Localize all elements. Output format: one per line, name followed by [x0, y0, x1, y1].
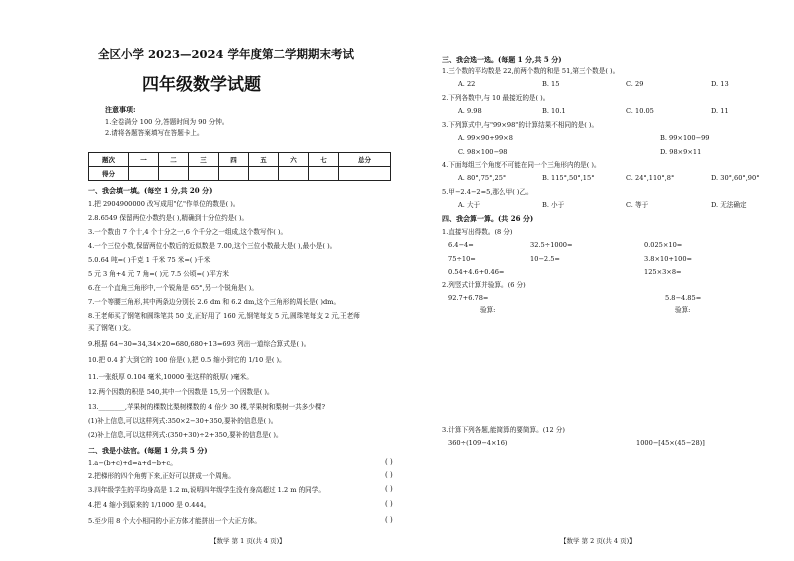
table-cell — [129, 167, 159, 181]
answer-parentheses[interactable]: ( ) — [385, 471, 393, 479]
question-line: (2)补上信息,可以这样列式:(350+30)÷2+350,要补的信息是( )。 — [88, 431, 283, 439]
notes-heading: 注意事项: — [105, 105, 136, 114]
question-line: 4.一个三位小数,保留两位小数后的近似数是 7.00,这个三位小数最大是( ),最小是( )。 — [88, 242, 337, 250]
question-line: 12.两个因数的积是 540,其中一个因数是 15,另一个因数是( )。 — [88, 388, 274, 396]
page-footer: 【数学 第 2 页(共 4 页)】 — [560, 537, 636, 545]
choice-option: A. 大于 — [458, 201, 481, 209]
page-footer: 【数学 第 1 页(共 4 页)】 — [210, 537, 286, 545]
exam-title: 全区小学 2023—2024 学年度第二学期期末考试 — [98, 47, 355, 61]
table-cell — [249, 167, 279, 181]
choice-question: 4.下面每组三个角度不可能在同一个三角形内的是( )。 — [442, 161, 601, 169]
check-label: 验算: — [480, 306, 496, 314]
choice-question: 1.三个数的平均数是 22,前两个数的和是 51,第三个数是( )。 — [442, 67, 620, 75]
choice-option: D. 98×9×11 — [660, 148, 702, 156]
check-label: 验算: — [675, 306, 691, 314]
judge-item: 2.把梯形的四个角剪下来,正好可以拼成一个周角。 — [88, 472, 235, 480]
calc-item: 1000−[45×(45−28)] — [636, 439, 705, 447]
choice-option: C. 10.05 — [626, 107, 654, 115]
table-cell: 一 — [129, 153, 159, 167]
table-cell — [219, 167, 249, 181]
choice-option: D. 30°,60°,90° — [711, 174, 760, 182]
question-line: 13.________,苹果树的棵数比梨树棵数的 4 倍少 30 棵,苹果树和梨树一共多少棵? — [88, 403, 325, 411]
direct-calc-item: 125×3×8= — [644, 268, 682, 276]
table-cell: 三 — [189, 153, 219, 167]
subsection-heading: 3.计算下列各题,能简算的要简算。(12 分) — [442, 426, 565, 434]
direct-calc-item: 6.4−4= — [448, 241, 474, 249]
section2-heading: 二、我是小法官。(每题 1 分,共 5 分) — [88, 446, 208, 455]
vertical-calc-item: 5.8−4.85= — [665, 294, 702, 302]
choice-option: D. 13 — [711, 80, 729, 88]
question-line: (1)补上信息,可以这样列式:350×2−30+350,要补的信息是( )。 — [88, 417, 278, 425]
judge-item: 1.a−(b+c)+d=a+d−b+c。 — [88, 459, 177, 467]
direct-calc-item: 10−2.5= — [530, 255, 560, 263]
score-table-score-row — [89, 167, 391, 181]
exam-subject-title: 四年级数学试题 — [142, 75, 261, 95]
subsection-heading: 1.直接写出得数。(8 分) — [442, 228, 513, 236]
question-line: 5.0.64 吨=( )千克 1 千米 75 米=( )千米 — [88, 256, 211, 264]
section4-heading: 四、我会算一算。(共 26 分) — [442, 214, 534, 223]
vertical-calc-item: 92.7+6.78= — [448, 294, 489, 302]
question-line: 8.王老师买了钢笔和圆珠笔共 50 支,正好用了 160 元,钢笔每支 5 元,圆珠笔每支 2 元,王老师 — [88, 312, 360, 320]
question-line: 9.根据 64−30=34,34×20=680,680+13=693 列出一道综合算式是( )。 — [88, 340, 311, 348]
choice-option: C. 29 — [626, 80, 644, 88]
choice-option: A. 80°,75°,25° — [458, 174, 507, 182]
answer-parentheses[interactable]: ( ) — [385, 516, 393, 524]
score-table — [88, 152, 391, 181]
question-line: 2.8.6549 保留两位小数约是( ),精确到十分位约是( )。 — [88, 214, 249, 222]
table-cell: 二 — [159, 153, 189, 167]
question-line: 6.在一个直角三角形中,一个锐角是 65°,另一个锐角是( )。 — [88, 284, 258, 292]
table-cell: 总分 — [339, 153, 391, 167]
choice-option: C. 等于 — [626, 201, 649, 209]
table-cell: 题次 — [89, 153, 129, 167]
choice-option: A. 9.98 — [458, 107, 482, 115]
direct-calc-item: 75÷10= — [448, 255, 476, 263]
section3-heading: 三、我会选一选。(每题 1 分,共 5 分) — [442, 55, 562, 64]
choice-option: B. 99×100−99 — [660, 134, 710, 142]
answer-parentheses[interactable]: ( ) — [385, 485, 393, 493]
question-line: 11.一张纸厚 0.104 毫米,10000 张这样的纸厚( )毫米。 — [88, 373, 253, 381]
choice-option: D. 无法确定 — [711, 201, 747, 209]
table-cell — [339, 167, 391, 181]
table-cell: 七 — [309, 153, 339, 167]
choice-option: A. 99×90+99×8 — [458, 134, 513, 142]
table-cell: 得分 — [89, 167, 129, 181]
table-cell: 四 — [219, 153, 249, 167]
question-line: 7.一个等腰三角形,其中两条边分别长 2.6 dm 和 6.2 dm,这个三角形的周长是( )dm。 — [88, 298, 341, 306]
question-line: 1.把 2904900000 改写成用"亿"作单位的数是( )。 — [88, 200, 240, 208]
choice-option: C. 24°,110°,8° — [626, 174, 675, 182]
direct-calc-item: 3.8×10+100= — [644, 255, 693, 263]
right-page — [430, 0, 794, 561]
choice-option: B. 15 — [542, 80, 560, 88]
question-line: 5 元 3 角+4 元 7 角=( )元 7.5 公顷=( )平方米 — [88, 270, 230, 278]
question-line: 3.一个数由 7 个十,4 个十分之一,6 个千分之一组成,这个数写作( )。 — [88, 228, 288, 236]
direct-calc-item: 0.54+4.6+0.46= — [448, 268, 505, 276]
table-cell — [159, 167, 189, 181]
table-cell — [309, 167, 339, 181]
choice-question: 5.甲−2.4−2=5,那么甲( )乙。 — [442, 188, 533, 196]
judge-item: 4.把 4 缩小到原来的 1/1000 是 0.444。 — [88, 501, 211, 509]
question-line: 10.把 0.4 扩大到它的 100 倍是( ),把 0.5 缩小到它的 1/10 是( )。 — [88, 356, 286, 364]
direct-calc-item: 0.025×10= — [644, 241, 683, 249]
note-item: 1.全卷满分 100 分,答题时间为 90 分钟。 — [105, 118, 229, 126]
judge-item: 5.至少用 8 个大小相同的小正方体才能拼出一个大正方体。 — [88, 517, 261, 525]
choice-question: 2.下列各数中,与 10 最接近的是( )。 — [442, 94, 550, 102]
choice-option: D. 11 — [711, 107, 729, 115]
section1-heading: 一、我会填一填。(每空 1 分,共 20 分) — [88, 186, 213, 195]
choice-option: A. 22 — [458, 80, 476, 88]
calc-item: 360÷(109−4×16) — [448, 439, 508, 447]
direct-calc-item: 32.5÷1000= — [530, 241, 573, 249]
subsection-heading: 2.列竖式计算并验算。(6 分) — [442, 281, 526, 289]
table-cell — [279, 167, 309, 181]
answer-parentheses[interactable]: ( ) — [385, 500, 393, 508]
choice-question: 3.下列算式中,与"99×98"的计算结果不相同的是( )。 — [442, 121, 599, 129]
table-cell — [189, 167, 219, 181]
score-table-header-row — [89, 153, 391, 167]
choice-option: C. 98×100−98 — [458, 148, 508, 156]
choice-option: B. 小于 — [542, 201, 565, 209]
choice-option: B. 115°,50°,15° — [542, 174, 595, 182]
question-line: 买了钢笔( )支。 — [88, 324, 135, 332]
table-cell: 五 — [249, 153, 279, 167]
answer-parentheses[interactable]: ( ) — [385, 458, 393, 466]
choice-option: B. 10.1 — [542, 107, 566, 115]
table-cell: 六 — [279, 153, 309, 167]
judge-item: 3.四年级学生的平均身高是 1.2 m,说明四年级学生没有身高超过 1.2 m 的同学。 — [88, 486, 325, 494]
note-item: 2.请将各题答案填写在答题卡上。 — [105, 129, 204, 137]
